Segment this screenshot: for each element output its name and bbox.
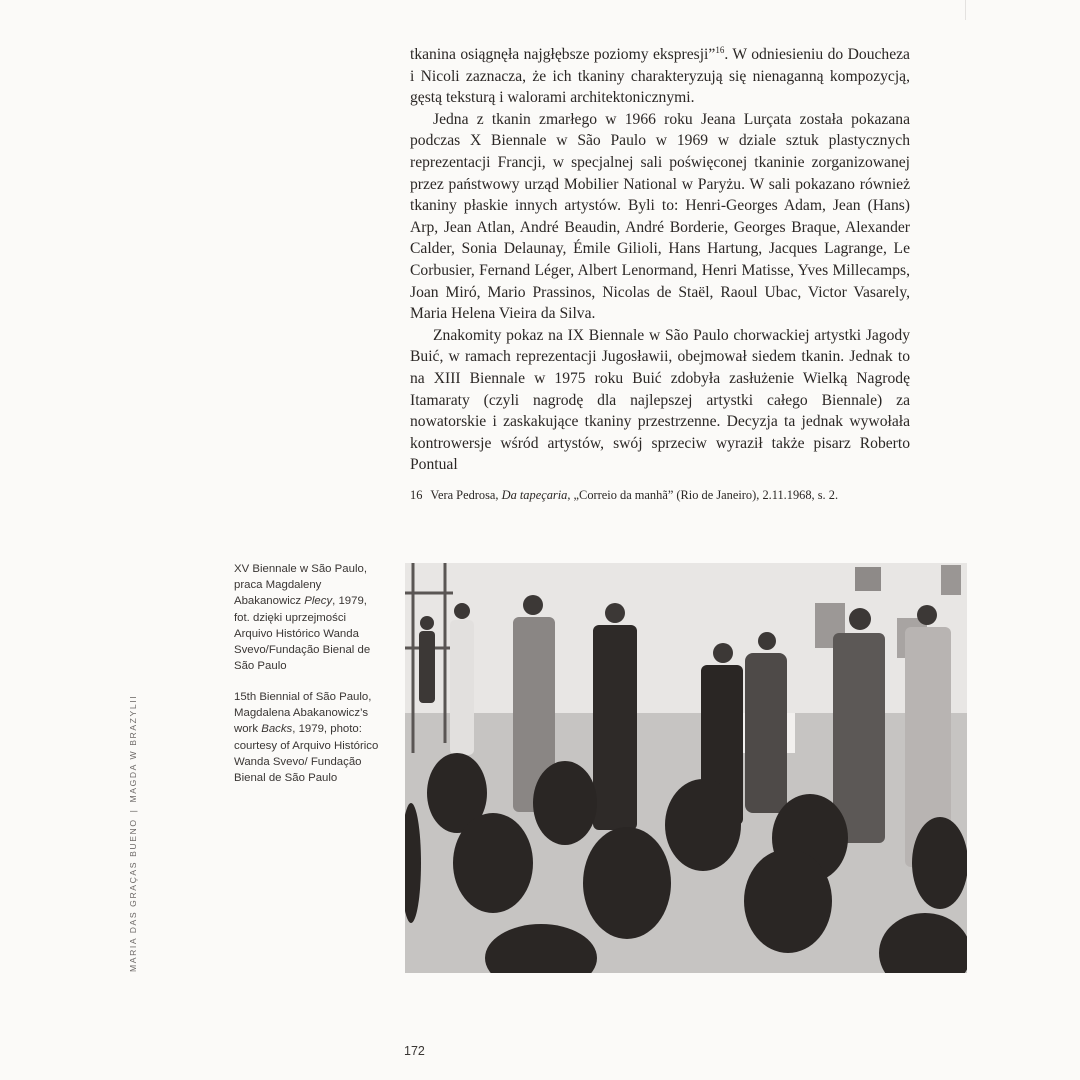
paragraph-1 — [410, 44, 910, 109]
paragraph-1-start: tkanina osiągnęła najgłębsze poziomy ekspresji” — [410, 46, 716, 63]
caption-polish-title: Plecy — [304, 595, 333, 608]
footnote-number: 16 — [410, 488, 423, 502]
footnote-reference[interactable]: 16 — [715, 44, 725, 55]
caption-english-before: 15th Biennial of São Paulo, Magdalena Abakanowicz’s work — [234, 691, 372, 736]
body-text — [410, 44, 910, 476]
caption-english-after: , 1979, photo: courtesy of Arquivo Histórico Wanda Svevo/ Fundação Bienal de São Paulo — [234, 723, 379, 785]
paragraph-1-end: . W odniesieniu do Doucheza i Nicoli zaznacza, że ich tkaniny charakteryzują się nienaganną kompozycją, gęstą teksturą i walorami architektonicznymi. — [410, 46, 910, 107]
paragraph-3: Znakomity pokaz na IX Biennale w São Paulo chorwackiej artystki Jagody Buić, w ramach reprezentacji Jugosławii, obejmował siedem tkanin. Jednak to na XIII Biennale w 1975 roku Buić zdobyła zasłużenie Wielką Nagrodę Itamaraty (czyli nagrodę dla najlepszej artystki całego Biennale) za nowatorskie i zaskakujące tkaniny przestrzenne. Decyzja ta jednak wywołała kontrowersje wśród artystów, swój sprzeciw wyraził także pisarz Roberto Pontual — [410, 326, 910, 474]
running-head — [128, 695, 138, 972]
caption-polish-before: XV Biennale w São Paulo, praca Magdaleny Abakanowicz — [234, 563, 367, 608]
caption-english-title: Backs — [261, 723, 293, 736]
page-edge-line — [965, 0, 966, 20]
exhibition-photo — [405, 563, 967, 973]
paragraph-2: Jedna z tkanin zmarłego w 1966 roku Jeana Lurçata została pokazana podczas X Biennale w São Paulo w 1969 w dziale sztuk plastycznych reprezentacji Francji, w specjalnej sali poświęconej tkaninie zorganizowanej przez państwowy urząd Mobilier National w Paryżu. W sali pokazano również tkaniny płaskie innych artystów. Byli to: Henri-Georges Adam, Jean (Hans) Arp, Jean Atlan, André Beaudin, André Borderie, Georges Braque, Alexander Calder, Sonia Delaunay, Émile Gilioli, Hans Hartung, Jacques Lagrange, Le Corbusier, Fernand Léger, Albert Lenormand, Henri Matisse, Yves Millecamps, Joan Miró, Mario Prassinos, Nicolas de Staël, Raoul Ubac, Victor Vasarely, Maria Helena Vieira da Silva. — [410, 110, 910, 323]
caption-polish-after: , 1979, fot. dzięki uprzejmości Arquivo Histórico Wanda Svevo/Fundação Bienal de São Paulo — [234, 595, 371, 673]
footnote-text-before: Vera Pedrosa, — [430, 488, 502, 502]
page-number: 172 — [404, 1044, 425, 1058]
footnote-text-after: , „Correio da manhã” (Rio de Janeiro), 2.11.1968, s. 2. — [567, 488, 839, 502]
caption-polish — [234, 561, 384, 674]
footnote — [410, 487, 930, 503]
running-head-author: MARIA DAS GRAÇAS BUENO — [128, 818, 138, 972]
running-head-title: MAGDA W BRAZYLII — [128, 694, 138, 803]
footnote-title: Da tapeçaria — [501, 488, 568, 502]
exhibition-photo-illustration — [405, 563, 967, 973]
running-head-separator: | — [128, 808, 138, 813]
caption-english — [234, 689, 384, 786]
